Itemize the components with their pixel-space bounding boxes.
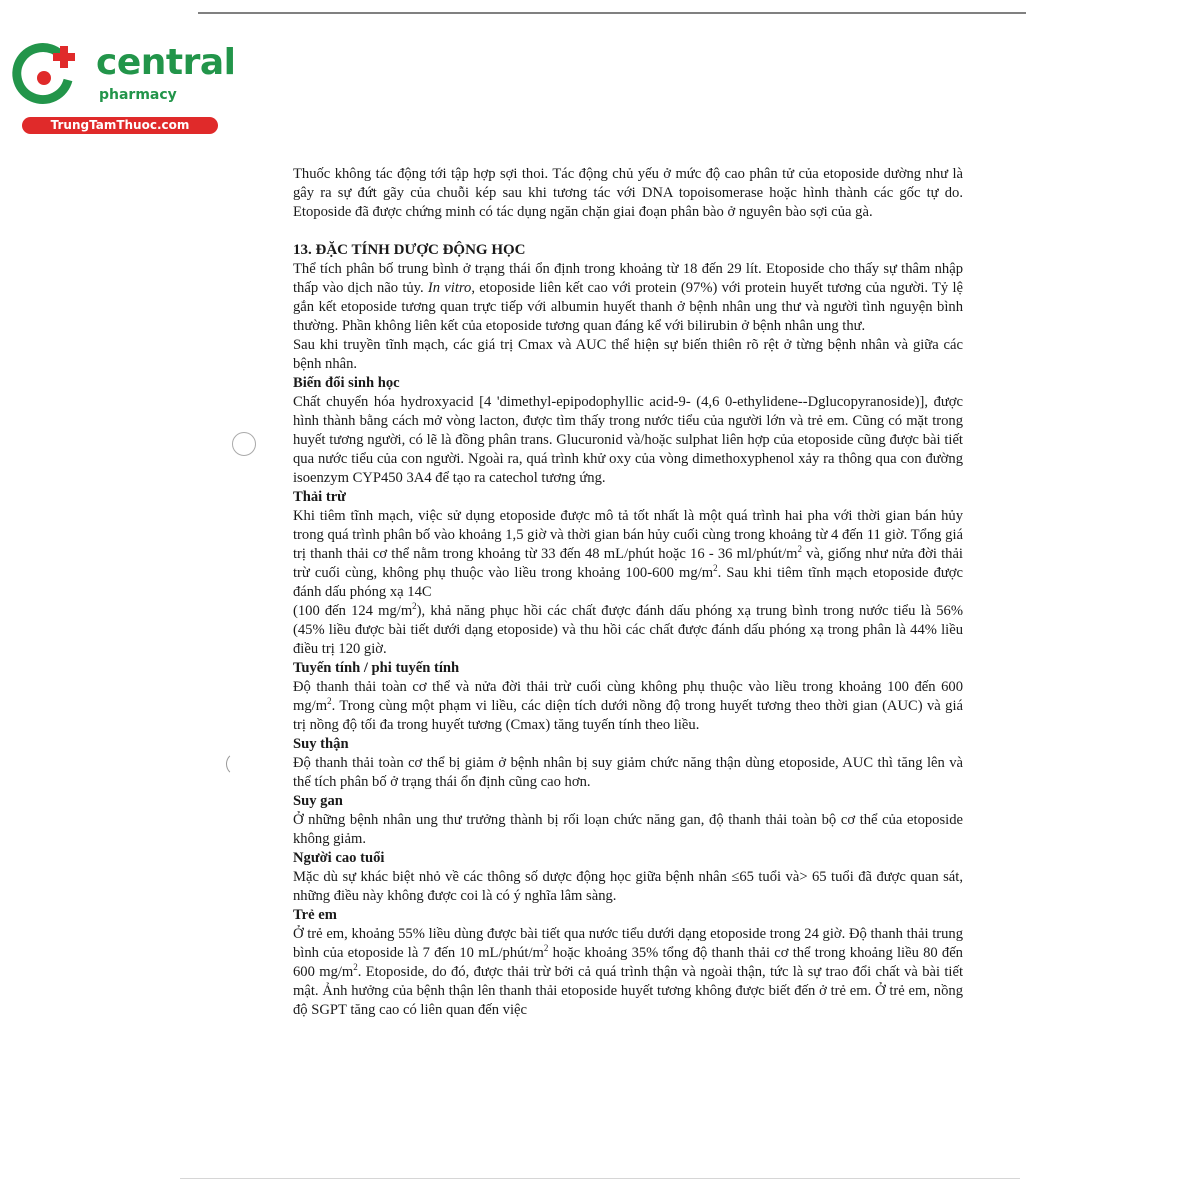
- section-title: 13. ĐẶC TÍNH DƯỢC ĐỘNG HỌC: [293, 242, 526, 258]
- renal-impairment-heading: Suy thận: [293, 736, 349, 752]
- logo-name: central: [96, 42, 236, 83]
- variability-paragraph: Sau khi truyền tĩnh mạch, các giá trị Cmax và AUC thể hiện sự biến thiên rõ rệt ở từng bệnh nhân và giữa các bệnh nhân.: [293, 337, 963, 372]
- children-heading: Trẻ em: [293, 907, 337, 923]
- intro-paragraph: Thuốc không tác động tới tập hợp sợi thoi. Tác động chủ yếu ở mức độ cao phân tử của etoposide dường như là gây ra sự đứt gãy của chuỗi kép sau khi tương tác với DNA topoisomerase hoặc hình thành các gốc tự do. Etoposide đã được chứng minh có tác dụng ngăn chặn giai đoạn phân bào ở nguyên bào sợi của gà.: [293, 166, 963, 220]
- logo-url-link[interactable]: TrungTamThuoc.com: [22, 117, 218, 134]
- punch-hole-mark: [226, 752, 250, 776]
- central-pharmacy-logo[interactable]: [10, 38, 236, 138]
- distribution-paragraph: Thể tích phân bố trung bình ở trạng thái ổn định trong khoảng từ 18 đến 29 lít. Etoposide cho thấy sự thâm nhập thấp vào dịch não tủy. In vitro, etoposide liên kết cao với protein (97%) với protein huyết tương của người. Tỷ lệ gắn kết etoposide tương quan trực tiếp với albumin huyết thanh ở bệnh nhân ung thư và người tình nguyện bình thường. Phần không liên kết của etoposide tương quan đáng kể với bilirubin ở bệnh nhân ung thư.: [293, 261, 963, 334]
- biotransformation-paragraph: Chất chuyển hóa hydroxyacid [4 'dimethyl-epipodophyllic acid-9- (4,6 0-ethylidene--Dglucopyranoside)], được hình thành bằng cách mở vòng lacton, được tìm thấy trong nước tiểu của người lớn và trẻ em. Cũng có mặt trong huyết tương người, có lẽ là đồng phân trans. Glucuronid và/hoặc sulphat liên hợp của etoposide cũng được bài tiết qua nước tiểu của con người. Ngoài ra, quá trình khử oxy của vòng dimethoxyphenol xảy ra thông qua con đường isoenzym CYP450 3A4 để tạo ra catechol tương ứng.: [293, 394, 963, 486]
- elderly-heading: Người cao tuổi: [293, 850, 385, 866]
- biotransformation-heading: Biến đổi sinh học: [293, 375, 400, 391]
- children-paragraph: Ở trẻ em, khoảng 55% liều dùng được bài tiết qua nước tiểu dưới dạng etoposide trong 24 giờ. Độ thanh thải trung bình của etoposide là 7 đến 10 $mL/phút/m^2$ hoặc khoảng 35% tổng độ thanh thải cơ thể trong khoảng liều 80 đến 600 $mg/m^2$. Etoposide, do đó, được thải trừ bởi cả quá trình thận và ngoài thận, tức là sự trao đổi chất và bài tiết mật. Ảnh hưởng của bệnh thận lên thanh thải etoposide huyết tương không được biết đến ở trẻ em. Ở trẻ em, nồng độ SGPT tăng cao có liên quan đến việc: [293, 926, 964, 1018]
- pharmacy-cross-logo-icon: [10, 38, 82, 110]
- linearity-paragraph: Độ thanh thải toàn cơ thể và nửa đời thải trừ cuối cùng không phụ thuộc vào liều trong khoảng 100 đến 600 $mg/m^2$. Trong cùng một phạm vi liều, các diện tích dưới nồng độ trong huyết tương theo thời gian (AUC) và giá trị nồng độ tối đa trong huyết tương (Cmax) tăng tuyến tính theo liều.: [293, 679, 963, 733]
- renal-impairment-paragraph: Độ thanh thải toàn cơ thể bị giảm ở bệnh nhân bị suy giảm chức năng thận dùng etoposide, AUC thì tăng lên và thể tích phân bố ở trạng thái ổn định cũng cao hơn.: [293, 755, 963, 790]
- elimination-heading: Thải trừ: [293, 489, 346, 505]
- hepatic-impairment-heading: Suy gan: [293, 793, 343, 809]
- elderly-paragraph: Mặc dù sự khác biệt nhỏ về các thông số dược động học giữa bệnh nhân ≤65 tuổi và> 65 tuổi đã được quan sát, những điều này không được coi là có ý nghĩa lâm sàng.: [293, 869, 963, 904]
- hepatic-impairment-paragraph: Ở những bệnh nhân ung thư trưởng thành bị rối loạn chức năng gan, độ thanh thải toàn bộ cơ thể của etoposide không giảm.: [293, 812, 963, 847]
- scan-top-edge: [198, 12, 1026, 14]
- punch-hole-mark: [232, 432, 256, 456]
- linearity-heading: Tuyến tính / phi tuyến tính: [293, 660, 460, 676]
- scan-bottom-edge: [180, 1178, 1020, 1179]
- elimination-paragraph: Khi tiêm tĩnh mạch, việc sử dụng etoposide được mô tả tốt nhất là một quá trình hai pha với thời gian bán hủy trong quá trình phân bố vào khoảng 1,5 giờ và thời gian bán hủy cuối cùng trong khoảng từ 4 đến 11 giờ. Tổng giá trị thanh thải cơ thể nằm trong khoảng từ 33 đến 48 mL/phút hoặc 16 - 36 $ml/phút/m^2$ và, giống như nửa đời thải trừ cuối cùng, không phụ thuộc vào liều trong khoảng 100-600 $mg/m^2$. Sau khi tiêm tĩnh mạch etoposide được đánh dấu phóng xạ 14C: [293, 508, 963, 600]
- elimination-paragraph-2: (100 đến 124 $mg/m^2$), khả năng phục hồi các chất được đánh dấu phóng xạ trung bình trong nước tiểu là 56% (45% liều được bài tiết dưới dạng etoposide) và thu hồi các chất được đánh dấu phóng xạ trong phân là 44% liều điều trị 120 giờ.: [293, 601, 963, 657]
- document-body: [293, 165, 963, 1020]
- logo-subtitle: pharmacy: [99, 87, 177, 103]
